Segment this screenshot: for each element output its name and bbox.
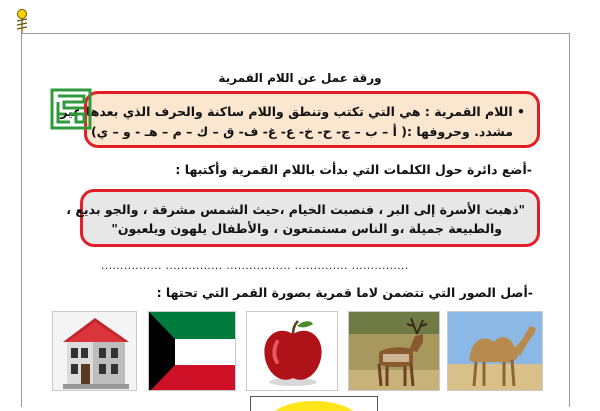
page-frame-left xyxy=(21,33,22,407)
deer-picture xyxy=(348,311,440,391)
sentence-line-1: "ذهبت الأسرة إلى البر ، فنصبت الخيام ،حيث الشمس مشرقة ، والجو بديع ، xyxy=(66,202,525,217)
definition-box xyxy=(60,91,540,148)
instruction-circle-words: -أضع دائرة حول الكلمات التي بدأت باللام القمرية وأكتبها : xyxy=(175,162,532,177)
definition-line-1: • اللام القمرية : هي التي تكتب وتنطق واللام ساكنة والحرف الذي بعدها غير xyxy=(60,104,525,119)
pin-icon xyxy=(14,8,30,34)
house-icon xyxy=(53,312,137,391)
apple-icon xyxy=(247,312,338,391)
flag-icon xyxy=(149,312,236,391)
house-picture xyxy=(52,311,137,391)
answer-blanks: ................ ............... ................. .............. ............... xyxy=(101,259,409,272)
kuwait-flag-picture xyxy=(148,311,236,391)
moon-icon xyxy=(269,401,359,411)
camel-icon xyxy=(448,312,543,391)
kufi-calligraphy-logo xyxy=(50,88,92,130)
page-frame-top xyxy=(21,33,569,34)
instruction-match-pictures: -أصل الصور التي تتضمن لاما قمرية بصورة القمر التي تحتها : xyxy=(156,285,533,300)
sentence-line-2: والطبيعة جميلة ،و الناس مستمتعون ، والأطفال يلهون ويلعبون" xyxy=(111,221,502,236)
camel-picture xyxy=(447,311,543,391)
moon-picture xyxy=(250,396,378,411)
apple-picture xyxy=(246,311,338,391)
page-frame-right xyxy=(569,33,570,407)
worksheet-title: ورقة عمل عن اللام القمرية xyxy=(218,71,382,85)
definition-line-2: مشدد. وحروفها :( أ – ب – ج- ح- خ- ع- غ- ف- ق – ك – م – هـ - و – ي) xyxy=(90,124,513,139)
sentence-box xyxy=(66,189,540,247)
deer-icon xyxy=(349,312,440,391)
